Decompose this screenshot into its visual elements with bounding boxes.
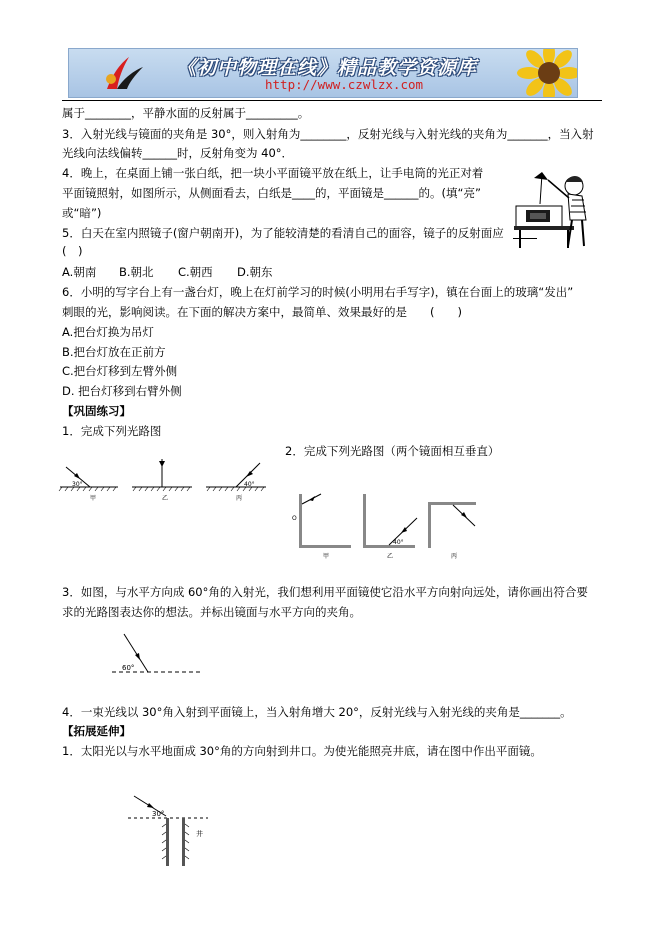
boy-flashlight-figure <box>512 170 602 250</box>
option-a: A.朝南 <box>62 265 97 279</box>
point-label: O <box>292 515 297 522</box>
option-b: B.朝北 <box>119 265 154 279</box>
angle-label: 40° <box>244 481 255 488</box>
extension-1: 1．太阳光以与水平地面成 30°角的方向射到井口。为使光能照亮井底，请在图中作出平面镜。 <box>62 744 542 758</box>
option-c: C.朝西 <box>178 265 213 279</box>
question-5: 5．白天在室内照镜子(窗户朝南开)，为了能较清楚的看清自己的面容，镜子的反射面应 <box>62 226 504 240</box>
exercise-3: 3．如图，与水平方向成 60°角的入射光，我们想利用平面镜使它沿水平方向射向远处，请你画出符合要 <box>62 585 588 599</box>
exercise-2: 2．完成下列光路图（两个镜面相互垂直） <box>285 444 500 458</box>
sunflower-icon <box>509 48 578 98</box>
angle-label: 30° <box>152 810 165 818</box>
figure-label: 乙 <box>387 553 394 560</box>
angle-label: 40° <box>393 539 404 546</box>
question-4: 4．晚上，在桌面上铺一张白纸，把一块小平面镜平放在纸上，让手电筒的光正对着 <box>62 166 484 180</box>
figure-label: 甲 <box>323 553 330 560</box>
question-3: 3．入射光线与镜面的夹角是 30°，则入射角为________，反射光线与入射光线的夹角为_______，当入射 <box>62 127 594 141</box>
option-c: C.把台灯移到左臂外侧 <box>62 364 178 378</box>
option-a: A.把台灯换为吊灯 <box>62 325 154 339</box>
well-figure <box>128 790 218 870</box>
section-heading: 【拓展延伸】 <box>62 724 131 738</box>
option-b: B.把台灯放在正前方 <box>62 345 166 359</box>
option-d: D.朝东 <box>237 265 273 279</box>
exercise-2-figure <box>285 490 485 560</box>
header-title: 《初中物理在线》精品教学资源库 <box>177 57 478 79</box>
section-heading: 【巩固练习】 <box>62 404 131 418</box>
text-line: 或“暗”) <box>62 206 102 220</box>
angle-label: 30° <box>72 481 83 488</box>
well-label: 井 <box>196 830 203 838</box>
figure-label: 丙 <box>236 495 243 502</box>
figure-label: 甲 <box>90 495 97 502</box>
text-line: ( ) <box>62 244 83 258</box>
exercise-1: 1．完成下列光路图 <box>62 424 162 438</box>
figure-label: 乙 <box>162 495 169 502</box>
header-banner <box>68 48 578 98</box>
header-rule <box>62 100 602 101</box>
text-line: 光线向法线偏转______时，反射角变为 40°． <box>62 146 294 160</box>
exercise-4: 4．一束光线以 30°角入射到平面镜上，当入射角增大 20°，反射光线与入射光线的夹角是_______。 <box>62 705 572 719</box>
figure-label: 丙 <box>451 553 458 560</box>
exercise-1-figure <box>60 455 270 505</box>
text-line: 平面镜照射，如图所示，从侧面看去，白纸是____的，平面镜是______的。(填“亮” <box>62 186 481 200</box>
text-line: 求的光路图表达你的想法。并标出镜面与水平方向的夹角。 <box>62 605 361 619</box>
angle-label: 60° <box>122 664 135 672</box>
text-line: 属于________，平静水面的反射属于_________。 <box>62 106 310 120</box>
header-url: http://www.czwlzx.com <box>265 77 424 92</box>
question-6: 6．小明的写字台上有一盏台灯，晚上在灯前学习的时候(小明用右手写字)，镇在台面上的玻璃“发出” <box>62 285 574 299</box>
text-line: 刺眼的光，影响阅读。在下面的解决方案中，最简单、效果最好的是 ( ) <box>62 305 462 319</box>
option-d: D. 把台灯移到右臂外侧 <box>62 384 182 398</box>
logo-icon <box>99 53 149 93</box>
exercise-3-figure <box>112 630 202 675</box>
